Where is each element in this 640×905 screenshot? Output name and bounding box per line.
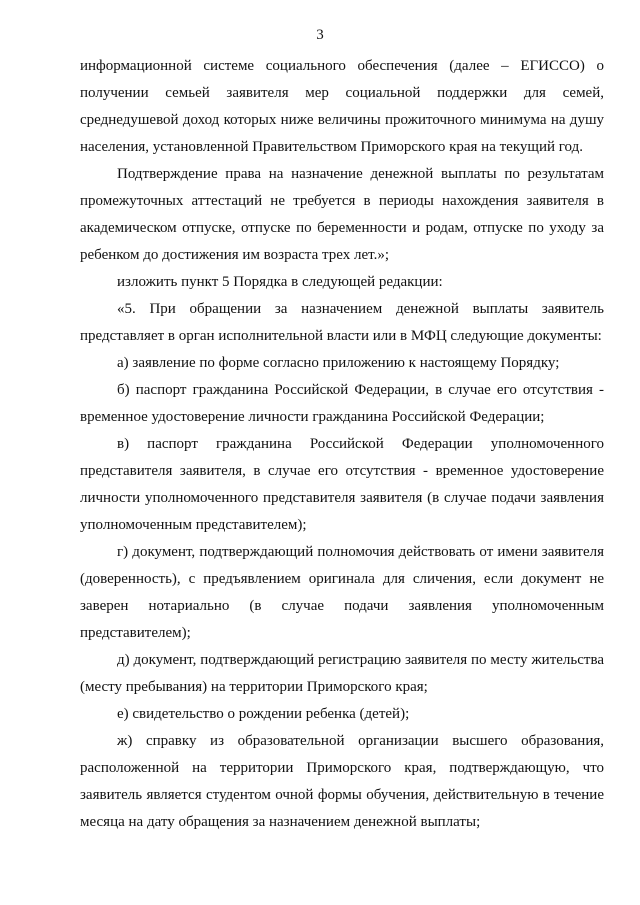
document-body bbox=[80, 53, 604, 836]
list-item-zh-university-certificate: ж) справку из образовательной организации высшего образования, расположенной на территории Приморского края, подтверждающую, что заявитель является студентом очной формы обучения, действительную в течение месяца на дату обращения за назначением денежной выплаты; bbox=[80, 733, 604, 830]
list-item-d-registration: д) документ, подтверждающий регистрацию заявителя по месту жительства (месту пребывания) на территории Приморского края; bbox=[80, 652, 604, 695]
page-number: 3 bbox=[316, 27, 324, 43]
list-item-e-birth-certificate: е) свидетельство о рождении ребенка (детей); bbox=[117, 706, 410, 722]
list-item-b-passport: б) паспорт гражданина Российской Федерации, в случае его отсутствия - временное удостоверение личности гражданина Российской Федерации; bbox=[80, 382, 604, 425]
paragraph-attestation-exemption: Подтверждение права на назначение денежной выплаты по результатам промежуточных аттестаций не требуется в периоды нахождения заявителя в академическом отпуске, отпуске по беременности и родам, отпуске по уходу за ребенком до достижения им возраста трех лет.»; bbox=[80, 166, 604, 263]
list-item-g-power-of-attorney: г) документ, подтверждающий полномочия действовать от имени заявителя (доверенность), с предъявлением оригинала для сличения, если документ не заверен нотариально (в случае подачи заявления уполномоченным представителем); bbox=[80, 544, 604, 641]
paragraph-egisso-continuation: информационной системе социального обеспечения (далее – ЕГИССО) о получении семьей заявителя мер социальной поддержки для семей, среднедушевой доход которых ниже величины прожиточного минимума на душу населения, установленной Правительством Приморского края на текущий год. bbox=[80, 58, 604, 155]
paragraph-item-5-documents: «5. При обращении за назначением денежной выплаты заявитель представляет в орган исполнительной власти или в МФЦ следующие документы: bbox=[80, 301, 604, 344]
paragraph-amend-item-5: изложить пункт 5 Порядка в следующей редакции: bbox=[117, 274, 443, 290]
list-item-v-representative-passport: в) паспорт гражданина Российской Федерации уполномоченного представителя заявителя, в случае его отсутствия - временное удостоверение личности уполномоченного представителя заявителя (в случае подачи заявления уполномоченным представителем); bbox=[80, 436, 604, 533]
list-item-a-application: а) заявление по форме согласно приложению к настоящему Порядку; bbox=[117, 355, 560, 371]
